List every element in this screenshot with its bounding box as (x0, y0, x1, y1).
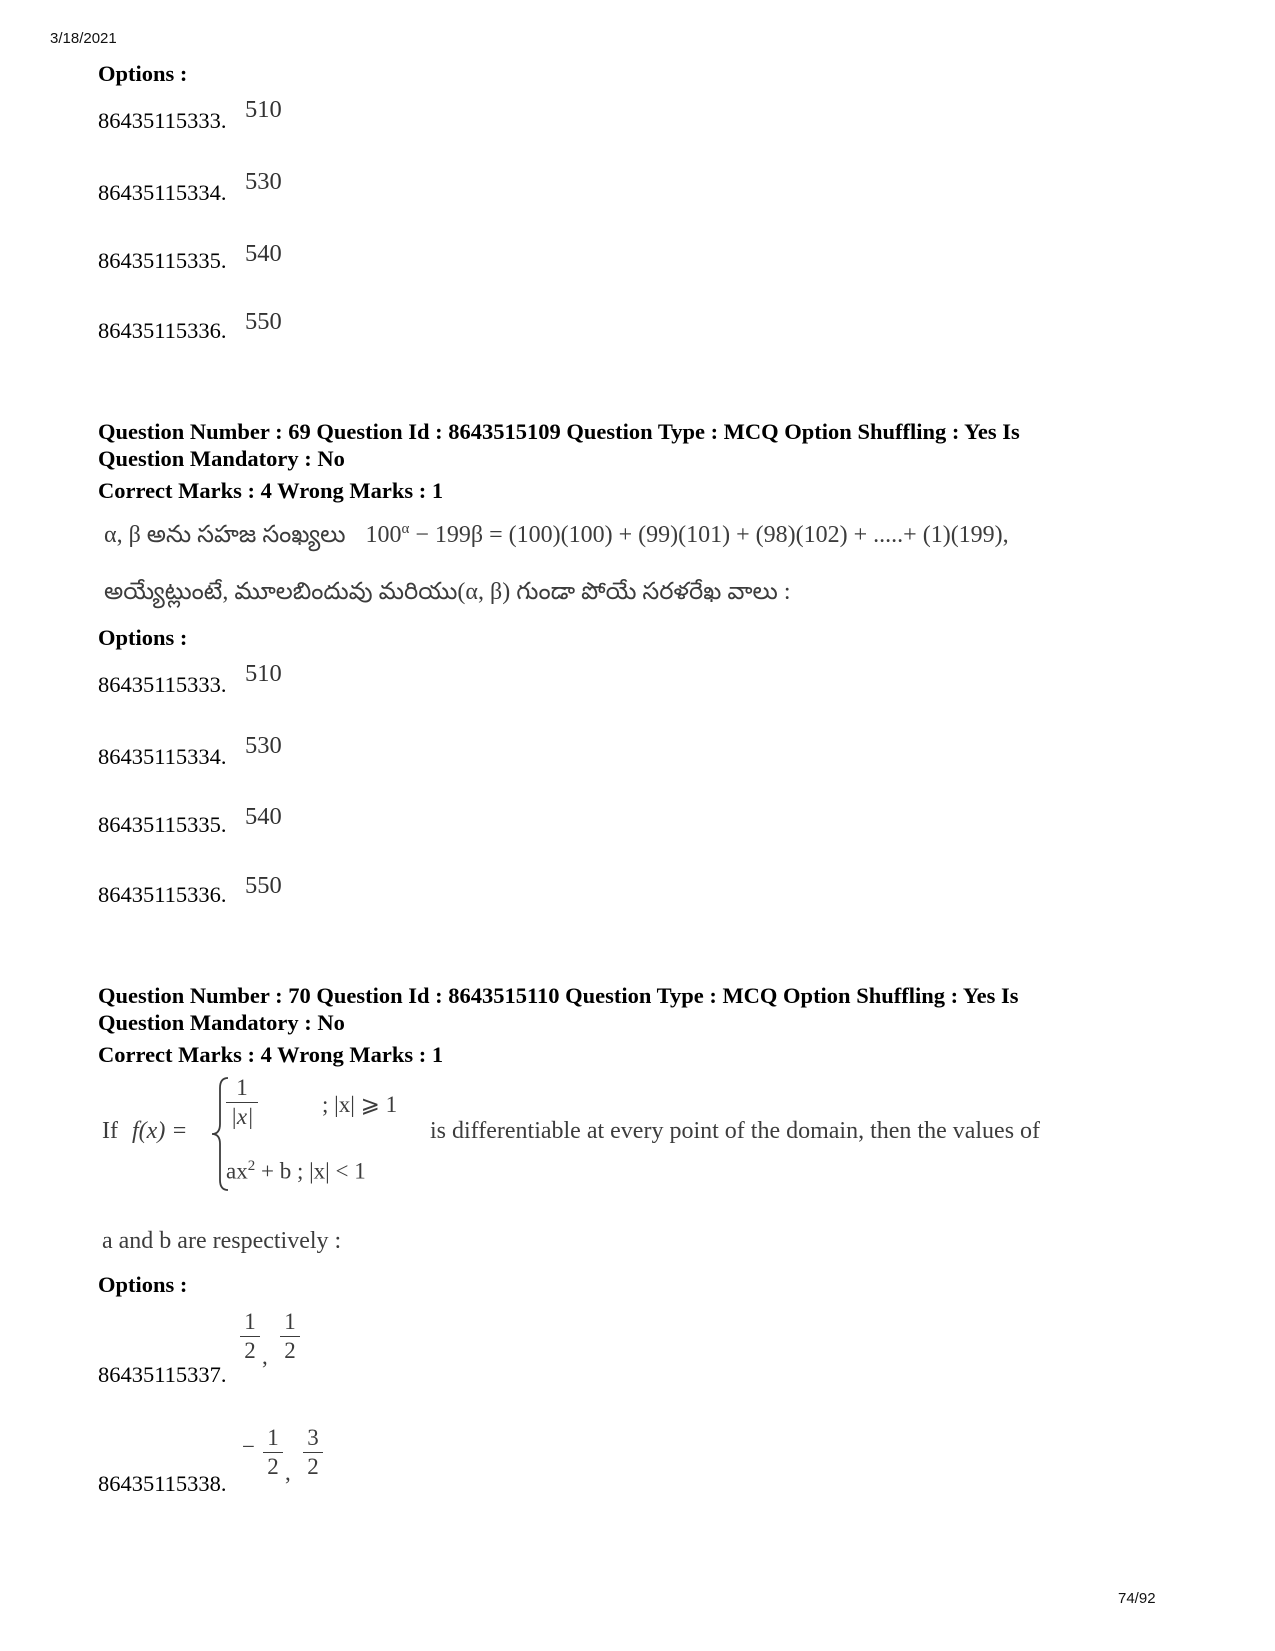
case1-fraction (226, 1076, 258, 1129)
option-id: 86435115336. (98, 318, 227, 343)
print-date: 3/18/2021 (50, 30, 117, 47)
option-id: 86435115334. (98, 744, 227, 769)
function-lhs: f(x) = (132, 1118, 188, 1144)
options-label: Options : (98, 625, 188, 650)
option-id: 86435115333. (98, 672, 227, 697)
question-text-prefix: α, β అను సహజ సంఖ్యలు (104, 522, 346, 548)
question-text (104, 521, 1009, 554)
question-text-line2: a and b are respectively : (102, 1228, 342, 1254)
case2-expression (226, 1158, 366, 1185)
question-mandatory: Question Mandatory : No (98, 446, 345, 471)
case2-exponent: 2 (247, 1158, 256, 1174)
option-value: 550 (245, 308, 282, 335)
option-value: 530 (245, 732, 282, 759)
option-value: 550 (245, 872, 282, 899)
option-sign: − (242, 1434, 255, 1459)
options-label: Options : (98, 1272, 188, 1297)
case1-denominator: |x| (230, 1104, 254, 1129)
case2-term: ax (226, 1158, 248, 1184)
option-id: 86435115333. (98, 108, 227, 133)
question-header: Question Number : 70 Question Id : 8643515110 Question Type : MCQ Option Shuffling : Yes Is (98, 983, 1019, 1008)
option-separator: , (262, 1344, 268, 1369)
question-mandatory: Question Mandatory : No (98, 1010, 345, 1035)
option-value: 540 (245, 803, 282, 830)
option-id: 86435115334. (98, 180, 227, 205)
equation-base: 100 (365, 522, 402, 548)
page-number: 74/92 (1118, 1590, 1156, 1607)
option-fraction: 1 2 (240, 1310, 260, 1363)
option-value: 530 (245, 168, 282, 195)
question-marks: Correct Marks : 4 Wrong Marks : 1 (98, 478, 444, 503)
case1-condition: ; |x| ⩾ 1 (322, 1092, 398, 1117)
option-id: 86435115337. (98, 1362, 227, 1387)
if-word: If (102, 1118, 118, 1144)
option-value: 540 (245, 240, 282, 267)
option-fraction: 1 2 (263, 1426, 283, 1479)
options-label: Options : (98, 61, 188, 86)
option-value: 510 (245, 660, 282, 687)
option-id: 86435115335. (98, 248, 227, 273)
question-text-line2: అయ్యేట్లుంటే, మూలబిందువు మరియు(α, β) గుండా పోయే సరళరేఖ వాలు : (104, 579, 791, 605)
equation-rest: − 199β = (100)(100) + (99)(101) + (98)(102) + .....+ (1)(199), (409, 522, 1009, 548)
option-id: 86435115335. (98, 812, 227, 837)
equation-exponent: α (401, 521, 410, 537)
question-header: Question Number : 69 Question Id : 8643515109 Question Type : MCQ Option Shuffling : Yes Is (98, 419, 1020, 444)
question-text: is differentiable at every point of the domain, then the values of (430, 1118, 1041, 1144)
case1-numerator: 1 (236, 1075, 248, 1100)
option-id: 86435115336. (98, 882, 227, 907)
option-id: 86435115338. (98, 1471, 227, 1496)
option-fraction: 1 2 (280, 1310, 300, 1363)
case2-rest: + b ; |x| < 1 (255, 1158, 366, 1184)
option-fraction: 3 2 (303, 1426, 323, 1479)
option-separator: , (285, 1460, 291, 1485)
question-marks: Correct Marks : 4 Wrong Marks : 1 (98, 1042, 444, 1067)
option-value: 510 (245, 96, 282, 123)
